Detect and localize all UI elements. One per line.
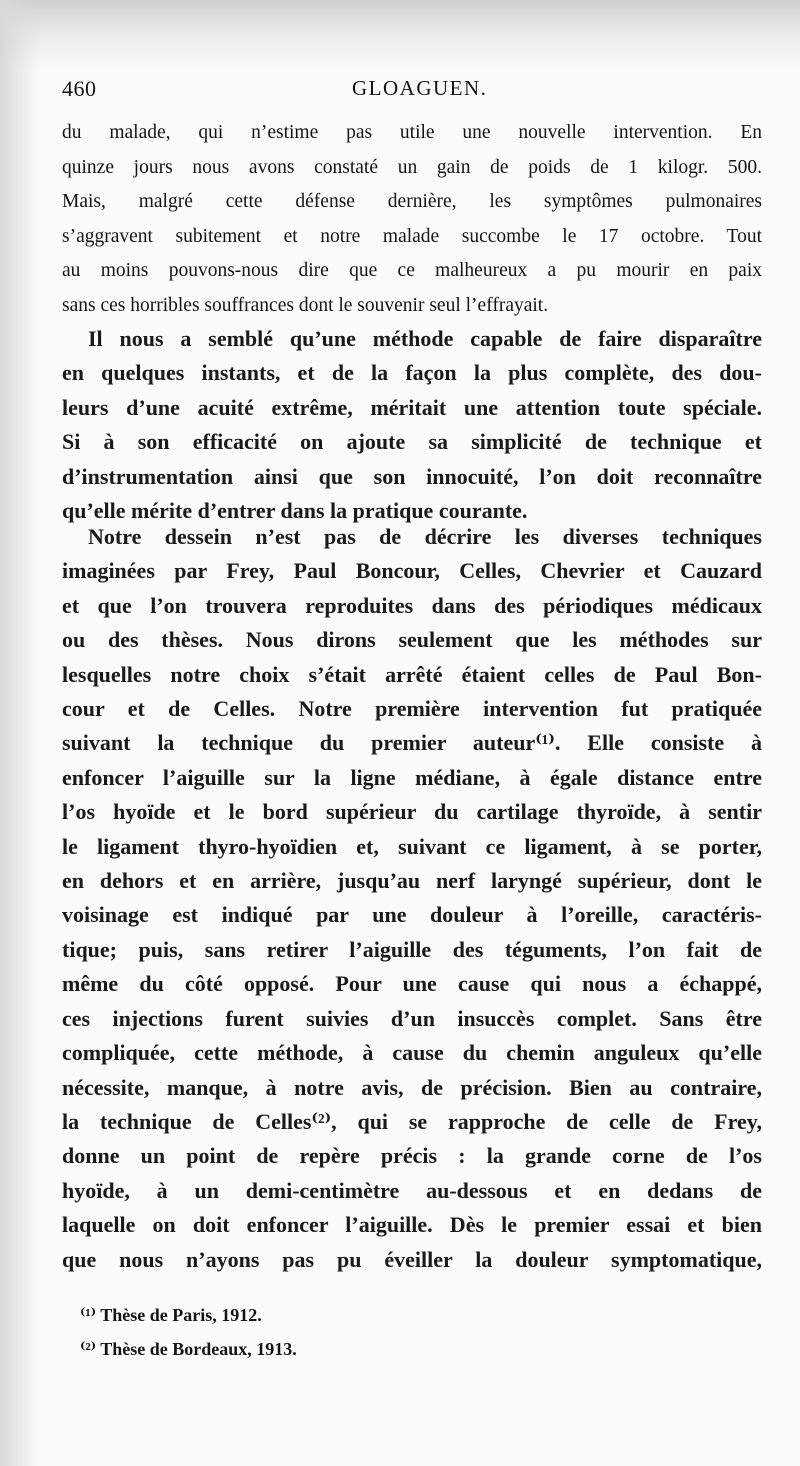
text-line: compliquée, cette méthode, à cause du chemin anguleux qu’elle (62, 1040, 762, 1066)
text-line: qu’elle mérite d’entrer dans la pratique courante. (62, 498, 528, 524)
text-line: voisinage est indiqué par une douleur à l’oreille, caractéris- (62, 902, 762, 928)
text-line: le ligament thyro-hyoïdien et, suivant ce ligament, à se porter, (62, 833, 762, 859)
text-line: que nous n’ayons pas pu éveiller la douleur symptomatique, (62, 1246, 762, 1272)
footnote-1: ⁽¹⁾ Thèse de Paris, 1912. (80, 1305, 262, 1325)
running-head: GLOAGUEN. (352, 76, 488, 100)
text-line: et que l’on trouvera reproduites dans des périodiques médicaux (62, 592, 762, 618)
text-line: l’os hyoïde et le bord supérieur du cartilage thyroïde, à sentir (62, 799, 762, 825)
text-line: la technique de Celles⁽²⁾, qui se rapproche de celle de Frey, (62, 1108, 762, 1134)
text-line: Si à son efficacité on ajoute sa simplicité de technique et (62, 429, 762, 455)
paragraph-techniques (62, 520, 762, 1277)
text-line: laquelle on doit enfoncer l’aiguille. Dès le premier essai et bien (62, 1212, 762, 1238)
text-line: ces injections furent suivies d’un insuccès complet. Sans être (62, 1005, 762, 1031)
text-line: ou des thèses. Nous dirons seulement que les méthodes sur (62, 627, 762, 653)
text-line: Mais, malgré cette défense dernière, les symptômes pulmonaires (62, 191, 762, 213)
page-header (62, 76, 762, 108)
text-line: même du côté opposé. Pour une cause qui nous a échappé, (62, 971, 762, 997)
paragraph-method (62, 322, 762, 528)
footnote-2: ⁽²⁾ Thèse de Bordeaux, 1913. (80, 1339, 297, 1359)
text-line: cour et de Celles. Notre première intervention fut pratiquée (62, 696, 762, 722)
text-line: nécessite, manque, à notre avis, de précision. Bien au contraire, (62, 1074, 762, 1100)
paragraph-continued (62, 116, 762, 324)
footnotes (80, 1298, 480, 1366)
text-line: s’aggravent subitement et notre malade succombe le 17 octobre. Tout (62, 225, 762, 247)
text-line: suivant la technique du premier auteur⁽¹⁾. Elle consiste à (62, 730, 762, 756)
text-line: lesquelles notre choix s’était arrêté étaient celles de Paul Bon- (62, 661, 762, 687)
text-line: donne un point de repère précis : la grande corne de l’os (62, 1143, 762, 1169)
text-line: tique; puis, sans retirer l’aiguille des téguments, l’on fait de (62, 936, 762, 962)
text-line: Il nous a semblé qu’une méthode capable de faire disparaître (88, 326, 762, 351)
text-line: au moins pouvons-nous dire que ce malheureux a pu mourir en paix (62, 260, 762, 282)
text-line: sans ces horribles souffrances dont le souvenir seul l’effrayait. (62, 294, 549, 316)
text-line: quinze jours nous avons constaté un gain de poids de 1 kilogr. 500. (62, 156, 762, 178)
text-line: leurs d’une acuité extrême, méritait une attention toute spéciale. (62, 394, 762, 420)
text-line: du malade, qui n’estime pas utile une nouvelle intervention. En (62, 122, 762, 143)
scan-shadow-left (0, 0, 40, 1466)
text-line: imaginées par Frey, Paul Boncour, Celles, Chevrier et Cauzard (62, 558, 762, 584)
text-line: d’instrumentation ainsi que son innocuité, l’on doit reconnaître (62, 463, 762, 489)
text-line: Notre dessein n’est pas de décrire les diverses techniques (88, 524, 762, 549)
text-line: hyoïde, à un demi-centimètre au-dessous et en dedans de (62, 1177, 762, 1203)
text-line: en quelques instants, et de la façon la plus complète, des dou- (62, 360, 762, 386)
text-line: enfoncer l’aiguille sur la ligne médiane, à égale distance entre (62, 764, 762, 790)
page-number: 460 (62, 76, 97, 101)
text-line: en dehors et en arrière, jusqu’au nerf laryngé supérieur, dont le (62, 868, 762, 894)
scan-shadow-top (0, 0, 800, 70)
